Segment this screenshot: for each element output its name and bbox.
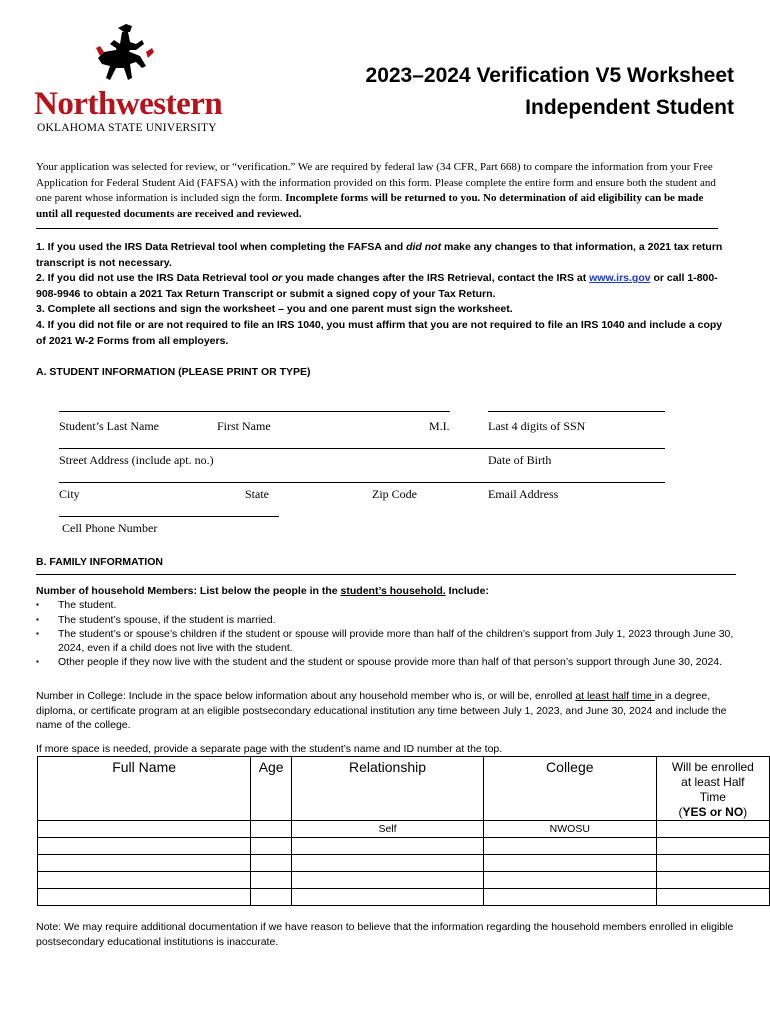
instruction-2: 2. If you did not use the IRS Data Retrieval tool or you made changes after the IRS Retrieval, contact the IRS at www.irs.gov or call 1-800-908-9946 to obtain a 2021 Tax Return Transcript or submit a signed copy of your Tax Return. (36, 272, 718, 300)
last-name-field[interactable] (59, 411, 450, 412)
section-a-heading: A. STUDENT INFORMATION (PLEASE PRINT OR TYPE) (36, 366, 311, 378)
city-label: City (59, 487, 80, 501)
college-cell[interactable] (483, 855, 656, 872)
enrolled-header: Will be enrolled at least Half Time (YES or NO) (656, 757, 769, 821)
college-cell[interactable] (483, 889, 656, 906)
age-cell[interactable] (251, 855, 292, 872)
name-cell[interactable] (38, 821, 251, 838)
page-subtitle: Independent Student (525, 96, 734, 119)
age-cell[interactable] (251, 821, 292, 838)
household-heading: Number of household Members: List below the people in the student’s household. Include: (36, 585, 489, 597)
table-row (38, 889, 770, 906)
relationship-cell[interactable]: Self (292, 821, 484, 838)
table-row (38, 821, 770, 838)
instruction-1: 1. If you used the IRS Data Retrieval tool when completing the FAFSA and did not make any changes to that information, a 2021 tax return transcript is not necessary. (36, 241, 723, 269)
relationship-cell[interactable] (292, 872, 484, 889)
age-header: Age (251, 757, 292, 821)
street-address-label: Street Address (include apt. no.) (59, 453, 214, 467)
phone-field[interactable] (59, 516, 279, 517)
ssn-label: Last 4 digits of SSN (488, 419, 586, 433)
last-name-label: Student’s Last Name (59, 419, 159, 433)
relationship-cell[interactable] (292, 838, 484, 855)
name-cell[interactable] (38, 872, 251, 889)
intro-warning: Incomplete forms will be returned to you. No determination of aid eligibility can be made until all requested documents are received and reviewed. (36, 192, 704, 220)
list-item: ▪ The student’s spouse, if the student is married. (36, 613, 736, 627)
college-cell[interactable]: NWOSU (483, 821, 656, 838)
enrolled-cell[interactable] (656, 855, 769, 872)
intro-paragraph (36, 160, 726, 222)
full-name-header: Full Name (38, 757, 251, 821)
age-cell[interactable] (251, 838, 292, 855)
instructions-list (36, 240, 726, 349)
ssn-field[interactable] (488, 411, 665, 412)
college-cell[interactable] (483, 838, 656, 855)
enrolled-cell[interactable] (656, 838, 769, 855)
city-state-zip-field[interactable] (59, 482, 665, 483)
list-item: ▪ Other people if they now live with the student and the student or spouse provide more than half of that person’s support through June 30, 2024. (36, 655, 736, 669)
divider (36, 228, 718, 229)
instruction-4: 4. If you did not file or are not required to file an IRS 1040, you must affirm that you are not required to file an IRS 1040 and include a copy of 2021 W-2 Forms from all employers. (36, 318, 723, 347)
dob-label: Date of Birth (488, 453, 552, 467)
household-bullets (36, 598, 736, 669)
university-logo (34, 18, 223, 134)
state-label: State (245, 487, 269, 501)
section-b-heading: B. FAMILY INFORMATION (36, 556, 163, 568)
table-row (38, 855, 770, 872)
page-title: 2023–2024 Verification V5 Worksheet (365, 64, 734, 87)
age-cell[interactable] (251, 889, 292, 906)
divider (36, 574, 736, 575)
household-instructions (36, 584, 736, 670)
table-header-row (38, 757, 770, 821)
logo-subtitle: OKLAHOMA STATE UNIVERSITY (37, 122, 217, 134)
email-label: Email Address (488, 487, 559, 501)
name-cell[interactable] (38, 889, 251, 906)
intro-text: Your application was selected for review, or “verification.” We are required by federal law (34 CFR, Part 668) to compare the information from your Free Application for Federal Student Aid (FAFSA) with the information provided on this form. Please complete the entire form and ensure both the student and one parent whose information is included sign the form. (36, 161, 716, 204)
instruction-3: 3. Complete all sections and sign the worksheet – you and one parent must sign the worksheet. (36, 303, 513, 316)
street-address-field[interactable] (59, 448, 665, 449)
first-name-label: First Name (217, 419, 271, 433)
list-item: ▪ The student. (36, 598, 736, 612)
name-cell[interactable] (38, 838, 251, 855)
relationship-cell[interactable] (292, 855, 484, 872)
relationship-header: Relationship (292, 757, 484, 821)
note-paragraph: Note: We may require additional documentation if we have reason to believe that the information regarding the household members enrolled in eligible postsecondary educational institutions is inaccurate. (36, 921, 734, 948)
college-header: College (483, 757, 656, 821)
irs-link[interactable]: www.irs.gov (589, 272, 651, 285)
enrolled-cell[interactable] (656, 821, 769, 838)
list-item: ▪ The student’s or spouse’s children if the student or spouse will provide more than half of the children’s support from July 1, 2023 through June 30, 2024, even if a child does not live with the student. (36, 627, 736, 656)
zip-label: Zip Code (372, 487, 417, 501)
relationship-cell[interactable] (292, 889, 484, 906)
name-cell[interactable] (38, 855, 251, 872)
enrolled-cell[interactable] (656, 872, 769, 889)
household-table (37, 756, 770, 906)
table-row (38, 872, 770, 889)
cowboy-rider-icon (96, 22, 156, 88)
logo-wordmark: Northwestern (34, 86, 223, 122)
college-cell[interactable] (483, 872, 656, 889)
phone-label: Cell Phone Number (62, 521, 158, 535)
space-note: If more space is needed, provide a separate page with the student’s name and ID number at the top. (36, 743, 503, 755)
number-in-college-paragraph: Number in College: Include in the space below information about any household member who is, or will be, enrolled at least half time in a degree, diploma, or certificate program at an eligible postsecondary educational institution any time between July 1, 2023, and June 30, 2024 and include the name of the college. (36, 690, 727, 731)
mi-label: M.I. (429, 419, 450, 433)
table-row (38, 838, 770, 855)
age-cell[interactable] (251, 872, 292, 889)
enrolled-cell[interactable] (656, 889, 769, 906)
